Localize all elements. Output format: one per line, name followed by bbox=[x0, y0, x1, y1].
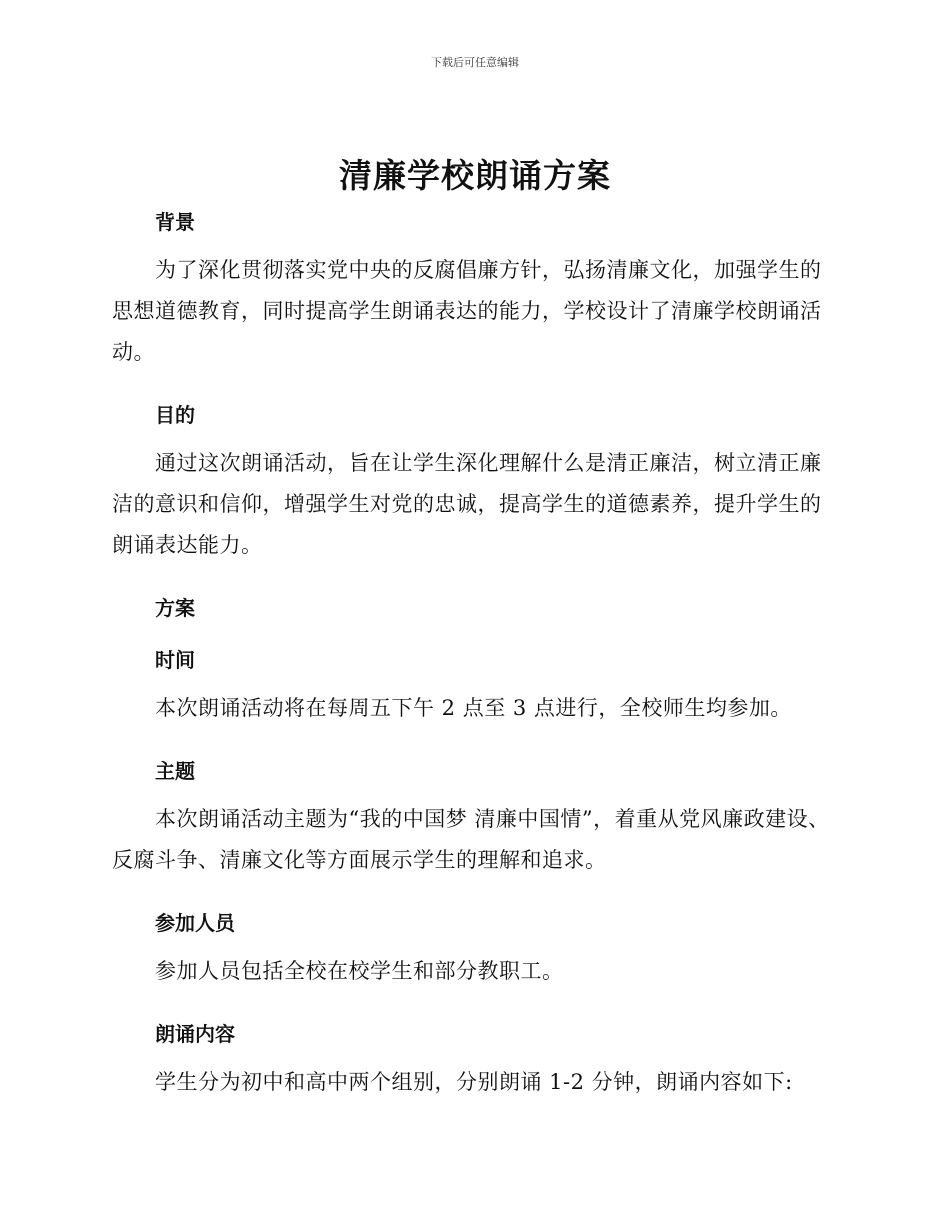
section-heading-recitation-content: 朗诵内容 bbox=[155, 1022, 235, 1046]
document-body bbox=[112, 200, 832, 1123]
paragraph-background: 为了深化贯彻落实党中央的反腐倡廉方针，弘扬清廉文化，加强学生的思想道德教育，同时提高学生朗诵表达的能力，学校设计了清廉学校朗诵活动。 bbox=[112, 258, 822, 364]
section-heading-purpose: 目的 bbox=[155, 403, 195, 427]
section-heading-plan: 方案 bbox=[155, 596, 195, 620]
paragraph-theme: 本次朗诵活动主题为“我的中国梦 清廉中国情”，着重从党风廉政建设、反腐斗争、清廉文化等方面展示学生的理解和追求。 bbox=[112, 807, 830, 872]
paragraph-participants: 参加人员包括全校在校学生和部分教职工。 bbox=[155, 959, 564, 983]
document-title: 清廉学校朗诵方案 bbox=[339, 156, 611, 195]
paragraph-purpose: 通过这次朗诵活动，旨在让学生深化理解什么是清正廉洁，树立清正廉洁的意识和信仰，增强学生对党的忠诚，提高学生的道德素养，提升学生的朗诵表达能力。 bbox=[112, 451, 822, 557]
section-heading-time: 时间 bbox=[155, 648, 195, 672]
section-heading-theme: 主题 bbox=[155, 759, 195, 783]
page-header-note: 下载后可任意编辑 bbox=[431, 56, 519, 69]
paragraph-time: 本次朗诵活动将在每周五下午 2 点至 3 点进行，全校师生均参加。 bbox=[155, 696, 792, 720]
section-heading-background: 背景 bbox=[155, 210, 195, 234]
section-heading-participants: 参加人员 bbox=[155, 911, 235, 935]
paragraph-recitation-content: 学生分为初中和高中两个组别，分别朗诵 1-2 分钟，朗诵内容如下: bbox=[155, 1070, 793, 1094]
